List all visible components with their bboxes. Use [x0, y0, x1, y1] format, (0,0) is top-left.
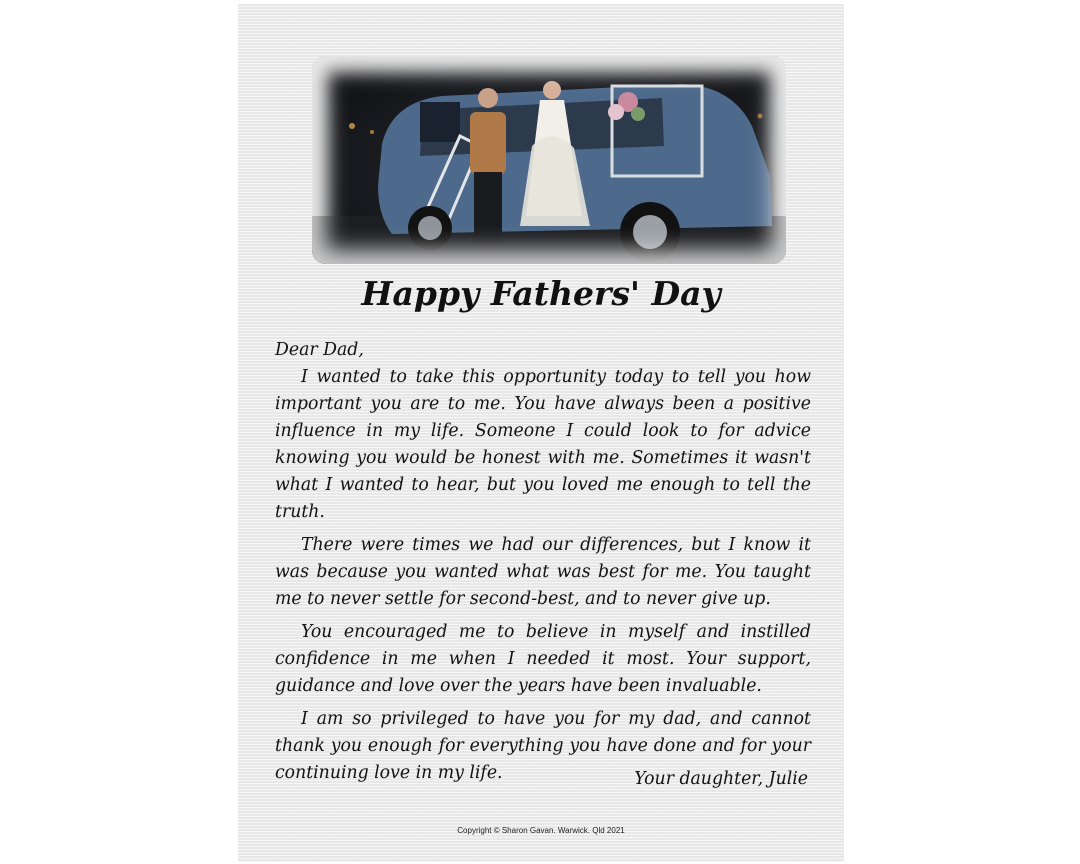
signoff: Your daughter, Julie [634, 769, 808, 789]
letter-page [238, 4, 844, 862]
letter-paragraph: You encouraged me to believe in myself and instilled confidence in me when I needed it most. Your support, guidance and love over the years have been invaluable. [275, 622, 811, 696]
letter-body [275, 337, 811, 793]
page-title: Happy Fathers' Day [361, 274, 721, 313]
photo-illustration [312, 56, 786, 264]
salutation: Dear Dad, [275, 340, 364, 360]
letter-paragraph: There were times we had our differences, but I know it was because you wanted what was best for me. You taught me to never settle for second-best, and to never give up. [275, 535, 811, 609]
letter-paragraph: I am so privileged to have you for my dad, and cannot thank you enough for everything you have done and for your continuing love in my life. [275, 709, 811, 783]
letter-paragraph: I wanted to take this opportunity today to tell you how important you are to me. You have always been a positive influence in my life. Someone I could look to for advice knowing you would be honest with me. Sometimes it wasn't what I wanted to hear, but you loved me enough to tell the truth. [275, 367, 811, 522]
copyright-notice: Copyright © Sharon Gavan. Warwick. Qld 2021 [457, 826, 625, 835]
wedding-photo [312, 56, 786, 264]
